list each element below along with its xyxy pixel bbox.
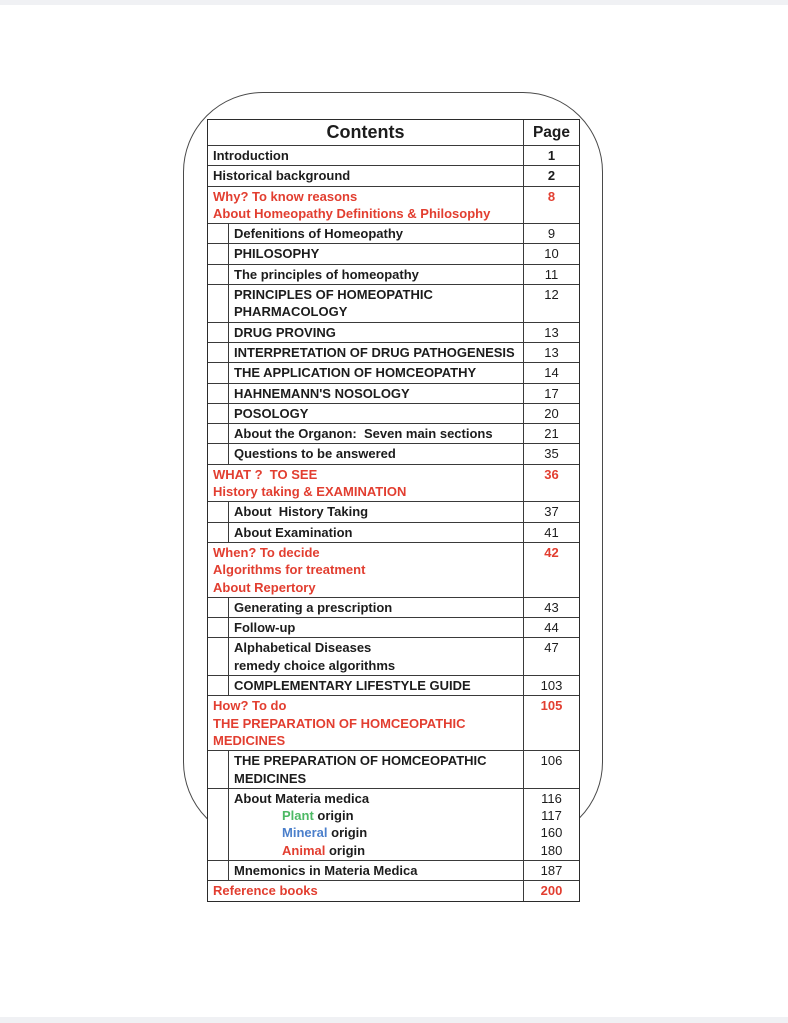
- page-number: 14: [544, 365, 559, 381]
- page-number: 9: [547, 226, 556, 242]
- contents-table: [207, 119, 580, 902]
- page-number: 8: [547, 188, 556, 204]
- indent-cell: [208, 384, 229, 403]
- indent-cell: [208, 244, 229, 263]
- row-page-cell: [523, 789, 579, 860]
- page-header-label: Page: [523, 120, 579, 145]
- row-label-cell: [229, 285, 523, 322]
- page-number: [524, 770, 579, 787]
- row-label: Introduction: [213, 148, 289, 163]
- page-number: 160: [540, 825, 563, 841]
- row-page-cell: [523, 323, 579, 342]
- row-label-cell: [229, 861, 523, 880]
- row-label: Alphabetical Diseases: [234, 640, 372, 656]
- indent-cell: [208, 751, 229, 788]
- row-label: PRINCIPLES OF HOMEOPATHIC: [234, 287, 433, 303]
- row-label: POSOLOGY: [234, 405, 309, 421]
- table-row: [208, 265, 579, 285]
- row-label-cell: [208, 166, 523, 185]
- indent-cell: [208, 265, 229, 284]
- row-page-cell: [523, 638, 579, 675]
- table-row: [208, 424, 579, 444]
- row-label-cell: [229, 244, 523, 263]
- table-row: [208, 638, 579, 676]
- row-label: Questions to be answered: [234, 446, 396, 462]
- row-label: History taking & EXAMINATION: [213, 484, 407, 500]
- row-label-cell: [229, 444, 523, 463]
- page-number: 12: [544, 287, 559, 303]
- page-number: [524, 657, 579, 674]
- row-label-cell: [208, 543, 523, 597]
- table-row: [208, 502, 579, 522]
- table-row: [208, 363, 579, 383]
- row-page-cell: [523, 696, 579, 750]
- row-page-cell: [523, 384, 579, 403]
- row-page-cell: [523, 265, 579, 284]
- bottom-strip: [0, 1017, 788, 1023]
- table-row: [208, 861, 579, 881]
- page-number: [524, 303, 579, 320]
- row-page-cell: [523, 166, 579, 185]
- indent-cell: [208, 789, 229, 860]
- row-label-cell: [229, 265, 523, 284]
- table-row: [208, 444, 579, 464]
- row-label-cell: [208, 465, 523, 502]
- indent-cell: [208, 404, 229, 423]
- row-label-cell: [229, 343, 523, 362]
- indent-cell: [208, 424, 229, 443]
- row-label-cell: [229, 424, 523, 443]
- row-page-cell: [523, 618, 579, 637]
- row-label: The principles of homeopathy: [234, 266, 419, 282]
- row-label-cell: [229, 523, 523, 542]
- indent-cell: [208, 323, 229, 342]
- row-page-cell: [523, 676, 579, 695]
- header-row: [208, 120, 579, 146]
- table-row: [208, 543, 579, 598]
- row-label: INTERPRETATION OF DRUG PATHOGENESIS: [234, 344, 515, 360]
- row-page-cell: [523, 543, 579, 597]
- indent-cell: [208, 618, 229, 637]
- page-number: 13: [544, 344, 559, 360]
- table-row: [208, 224, 579, 244]
- page-number: [524, 483, 579, 500]
- page-number: 35: [544, 446, 559, 462]
- indent-cell: [208, 343, 229, 362]
- row-label: About History Taking: [234, 504, 369, 520]
- page-number: 11: [544, 266, 559, 282]
- row-page-cell: [523, 146, 579, 165]
- row-page-cell: [523, 343, 579, 362]
- row-page-cell: [523, 187, 579, 224]
- row-label-cell: [229, 404, 523, 423]
- table-row: [208, 343, 579, 363]
- row-label: remedy choice algorithms: [234, 657, 396, 673]
- row-label-cell: [229, 751, 523, 788]
- table-row: [208, 598, 579, 618]
- row-label: Mnemonics in Materia Medica: [234, 862, 418, 878]
- row-label: About Examination: [234, 524, 353, 540]
- row-label: About Materia medica: [234, 790, 370, 806]
- indent-cell: [208, 638, 229, 675]
- page-number: 20: [544, 405, 559, 421]
- page-number: 37: [544, 504, 559, 520]
- row-page-cell: [523, 363, 579, 382]
- page-number: 44: [544, 620, 559, 636]
- row-page-cell: [523, 224, 579, 243]
- table-row: [208, 244, 579, 264]
- indent-cell: [208, 861, 229, 880]
- row-page-cell: [523, 244, 579, 263]
- row-page-cell: [523, 465, 579, 502]
- top-strip: [0, 0, 788, 5]
- page-number: [524, 561, 579, 578]
- page-number: 41: [544, 524, 559, 540]
- table-row: [208, 751, 579, 789]
- row-label: PHILOSOPHY: [234, 246, 320, 262]
- row-label: About the Organon: Seven main sections: [234, 426, 493, 442]
- row-label: HAHNEMANN'S NOSOLOGY: [234, 385, 410, 401]
- row-page-cell: [523, 285, 579, 322]
- page-number: 116: [541, 790, 562, 806]
- table-row: [208, 146, 579, 166]
- table-row: [208, 323, 579, 343]
- row-label: Defenitions of Homeopathy: [234, 226, 404, 242]
- indent-cell: [208, 523, 229, 542]
- page-number: 2: [547, 168, 556, 184]
- row-label: THE PREPARATION OF HOMCEOPATHIC MEDICINES: [213, 715, 470, 748]
- row-label-cell: [229, 676, 523, 695]
- page-number: 13: [544, 324, 559, 340]
- row-label: THE APPLICATION OF HOMCEOPATHY: [234, 365, 477, 381]
- page-number: 187: [540, 862, 563, 878]
- row-label-cell: [229, 323, 523, 342]
- row-page-cell: [523, 424, 579, 443]
- row-label-cell: [229, 502, 523, 521]
- row-label-cell: [208, 187, 523, 224]
- indent-cell: [208, 444, 229, 463]
- page-number: 47: [544, 640, 559, 656]
- table-row: [208, 187, 579, 225]
- row-label: Historical background: [213, 168, 351, 184]
- row-label-cell: [229, 224, 523, 243]
- row-label-cell: [229, 789, 523, 860]
- row-label-cell: [229, 598, 523, 617]
- row-label: Follow-up: [234, 620, 296, 636]
- row-label-cell: [229, 384, 523, 403]
- page-number: 180: [540, 842, 563, 858]
- page-number: 200: [540, 883, 563, 899]
- row-page-cell: [523, 751, 579, 788]
- row-label: WHAT ? TO SEE: [213, 466, 318, 482]
- table-row: [208, 384, 579, 404]
- table-row: [208, 789, 579, 861]
- page-number: 42: [544, 544, 559, 560]
- row-label: About Homeopathy Definitions & Philosophy: [213, 205, 491, 221]
- indent-cell: [208, 502, 229, 521]
- table-row: [208, 696, 579, 751]
- page-number: [524, 205, 579, 222]
- table-row: [208, 676, 579, 696]
- row-label: PHARMACOLOGY: [234, 304, 348, 320]
- page-number: 117: [541, 808, 562, 824]
- row-label-cell: [229, 363, 523, 382]
- row-page-cell: [523, 502, 579, 521]
- row-label-cell: [229, 638, 523, 675]
- row-label: About Repertory: [213, 579, 316, 595]
- table-row: [208, 523, 579, 543]
- row-label: Why? To know reasons: [213, 188, 358, 204]
- page-number: 36: [544, 466, 559, 482]
- indent-cell: [208, 224, 229, 243]
- contents-header-label: Contents: [326, 122, 405, 142]
- row-page-cell: [523, 404, 579, 423]
- row-label-cell: [208, 881, 523, 900]
- indent-cell: [208, 598, 229, 617]
- page-number: 17: [544, 385, 559, 401]
- table-row: [208, 618, 579, 638]
- table-row: [208, 404, 579, 424]
- table-row: [208, 166, 579, 186]
- indent-cell: [208, 363, 229, 382]
- row-page-cell: [523, 444, 579, 463]
- row-label: DRUG PROVING: [234, 324, 336, 340]
- row-label: How? To do: [213, 698, 287, 714]
- row-label: Algorithms for treatment: [213, 562, 366, 578]
- indent-cell: [208, 285, 229, 322]
- page-number: 103: [540, 678, 563, 694]
- page-number: 106: [540, 753, 563, 769]
- indent-cell: [208, 676, 229, 695]
- table-row: [208, 465, 579, 503]
- row-label: Generating a prescription: [234, 599, 393, 615]
- row-label: MEDICINES: [234, 770, 307, 786]
- row-label-cell: [208, 696, 523, 750]
- row-page-cell: [523, 881, 579, 900]
- row-label: THE PREPARATION OF HOMCEOPATHIC: [234, 753, 487, 769]
- row-label: When? To decide: [213, 544, 320, 560]
- row-label-cell: [208, 146, 523, 165]
- row-label-cell: [229, 618, 523, 637]
- row-label: Reference books: [213, 883, 318, 899]
- row-label: COMPLEMENTARY LIFESTYLE GUIDE: [234, 678, 471, 694]
- row-page-cell: [523, 861, 579, 880]
- row-page-cell: [523, 598, 579, 617]
- page-number: 1: [547, 148, 556, 163]
- row-page-cell: [523, 523, 579, 542]
- page-number: [524, 715, 579, 732]
- row-label: Plant origin: [282, 808, 354, 824]
- page-number: 21: [544, 426, 559, 442]
- table-row: [208, 881, 579, 900]
- page-number: 10: [544, 246, 559, 262]
- row-label: Mineral origin: [282, 825, 368, 841]
- page-number: 43: [544, 599, 559, 615]
- table-row: [208, 285, 579, 323]
- page-number: [524, 579, 579, 596]
- row-label: Animal origin: [282, 842, 366, 858]
- page-number: 105: [540, 698, 563, 714]
